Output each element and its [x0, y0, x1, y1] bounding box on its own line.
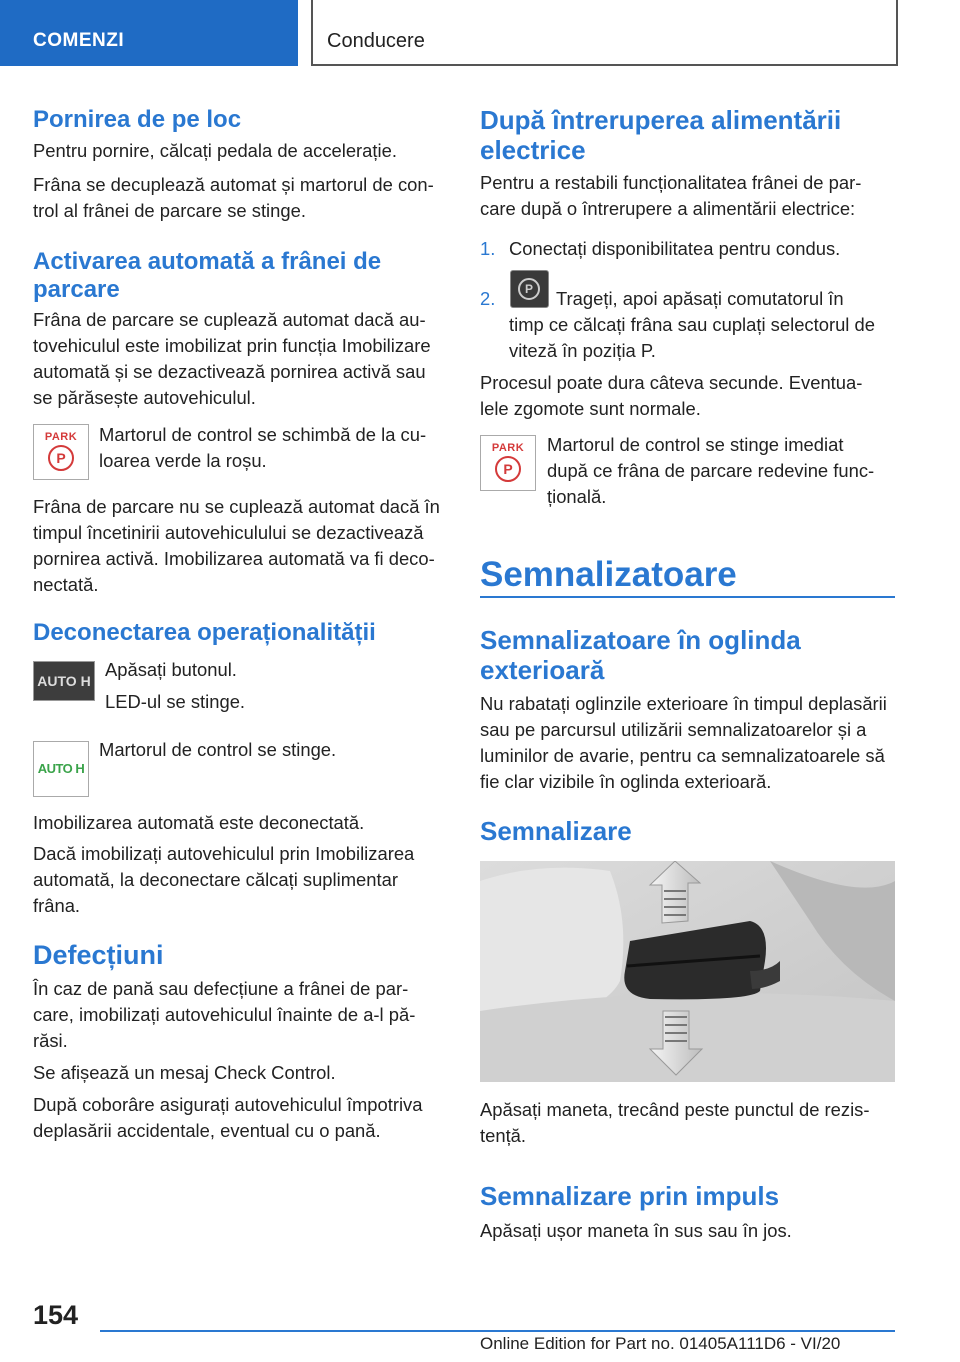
- heading-deconectarea: Deconectarea operaționalității: [33, 619, 376, 646]
- deconectarea-btn-text: Apăsați butonul.: [105, 659, 237, 680]
- dupa-p2b: lele zgomote sunt normale.: [480, 398, 701, 419]
- dupa-p1a: Pentru a restabili funcționalitatea frânei de par‐: [480, 172, 862, 193]
- turn-signal-lever-illustration: [480, 861, 895, 1082]
- activarea-p1a: Frâna de parcare se cuplează automat dacă au‐: [33, 309, 426, 330]
- heading-impuls: Semnalizare prin impuls: [480, 1181, 780, 1211]
- oglinda-p1a: Nu rabatați oglinzile exterioare în timpul deplasării: [480, 693, 887, 714]
- activarea-p2b: timpul încetinirii autovehiculului se dezactivează: [33, 522, 424, 543]
- heading-oglinda-b: exterioară: [480, 655, 605, 685]
- semnalizare-p1b: tență.: [480, 1125, 527, 1146]
- heading-dupa-b: electrice: [480, 135, 586, 165]
- step2-number: 2.: [480, 288, 496, 309]
- oglinda-p1b: sau pe parcursul utilizării semnalizatoarelor și a: [480, 719, 867, 740]
- activarea-p1b: tovehiculul este imobilizat prin funcția Imobilizare: [33, 335, 431, 356]
- defectiuni-p1b: care, imobilizați autovehiculul înainte de a-l pă‐: [33, 1004, 416, 1025]
- footer-rule: [100, 1330, 895, 1332]
- deconectarea-led-text: LED-ul se stinge.: [105, 691, 246, 712]
- activarea-p2c: pornirea activă. Imobilizarea automată va fi deco‐: [33, 548, 435, 569]
- deconectarea-p2a: Dacă imobilizați autovehiculul prin Imobilizarea: [33, 843, 415, 864]
- oglinda-p1c: luminilor de avarie, pentru ca semnalizatoarele să: [480, 745, 885, 766]
- activarea-icon-text-b: loarea verde la roșu.: [99, 450, 267, 471]
- pornirea-p1: Pentru pornire, călcați pedala de accelerație.: [33, 140, 397, 161]
- parking-brake-switch-icon: [510, 270, 549, 308]
- pornirea-p2a: Frâna se decuplează automat și martorul de con‐: [33, 174, 434, 195]
- impuls-p1: Apăsați ușor maneta în sus sau în jos.: [480, 1220, 792, 1241]
- defectiuni-p1c: răsi.: [33, 1030, 68, 1051]
- autoh-indicator-icon: AUTO H: [33, 741, 89, 797]
- chapter-header: [311, 0, 898, 66]
- step1-number: 1.: [480, 238, 496, 259]
- deconectarea-p2c: frâna.: [33, 895, 81, 916]
- section-label: COMENZI: [33, 30, 125, 51]
- chapter-label: Conducere: [327, 30, 425, 52]
- defectiuni-p3a: După coborâre asigurați autovehiculul împotriva: [33, 1094, 423, 1115]
- heading-activarea-a: Activarea automată a frânei de: [33, 248, 382, 275]
- dupa-p2a: Procesul poate dura câteva secunde. Eventua‐: [480, 372, 863, 393]
- step2-text-b: timp ce călcați frâna sau cuplați selectorul de: [509, 314, 875, 335]
- deconectarea-martor-text: Martorul de control se stinge.: [99, 739, 337, 760]
- heading-pornirea: Pornirea de pe loc: [33, 106, 242, 133]
- park-label-2: PARK: [491, 442, 525, 454]
- semnalizare-p1a: Apăsați maneta, trecând peste punctul de rezis‐: [480, 1099, 870, 1120]
- heading-semnalizatoare: Semnalizatoare: [480, 555, 737, 594]
- activarea-icon-text-a: Martorul de control se schimbă de la cu‐: [99, 424, 427, 445]
- heading-dupa-a: După întreruperea alimentării: [480, 105, 842, 135]
- step2-text-a: Trageți, apoi apăsați comutatorul în: [556, 288, 844, 309]
- step2-text-c: viteză în poziția P.: [509, 340, 656, 361]
- park-symbol: P: [48, 445, 74, 471]
- heading-oglinda-a: Semnalizatoare în oglinda: [480, 625, 801, 655]
- parking-brake-symbol: P: [518, 278, 540, 300]
- park-red-icon-2: [480, 435, 536, 491]
- activarea-p2d: nectată.: [33, 574, 99, 595]
- defectiuni-p2: Se afișează un mesaj Check Control.: [33, 1062, 336, 1083]
- dupa-icon-text-a: Martorul de control se stinge imediat: [547, 434, 844, 455]
- deconectarea-p2b: automată, la deconectare călcați suplimentar: [33, 869, 398, 890]
- heading-semnalizare: Semnalizare: [480, 816, 632, 846]
- park-symbol-2: P: [495, 456, 521, 482]
- section-tab: [0, 0, 298, 66]
- park-red-icon: [33, 424, 89, 480]
- pornirea-p2b: trol al frânei de parcare se stinge.: [33, 200, 306, 221]
- section-rule: [480, 596, 895, 598]
- activarea-p1c: automată și se dezactivează pornirea activă sau: [33, 361, 426, 382]
- activarea-p2a: Frâna de parcare nu se cuplează automat dacă în: [33, 496, 440, 517]
- step1-text: Conectați disponibilitatea pentru condus.: [509, 238, 841, 259]
- park-label: PARK: [44, 431, 78, 443]
- autoh-button-icon: AUTO H: [33, 661, 95, 701]
- defectiuni-p1a: În caz de pană sau defecțiune a frânei de par‐: [33, 978, 409, 999]
- heading-defectiuni: Defecțiuni: [33, 940, 164, 970]
- activarea-p1d: se părăsește autovehiculul.: [33, 387, 256, 408]
- defectiuni-p3b: deplasării accidentale, eventual cu o pană.: [33, 1120, 381, 1141]
- oglinda-p1d: fie clar vizibile în oglinda exterioară.: [480, 771, 772, 792]
- page-number: 154: [33, 1300, 79, 1330]
- heading-activarea-b: parcare: [33, 276, 120, 303]
- footer-edition: Online Edition for Part no. 01405A111D6 - VI/20: [480, 1334, 841, 1353]
- dupa-p1b: care după o întrerupere a alimentării electrice:: [480, 198, 856, 219]
- dupa-icon-text-b: după ce frâna de parcare redevine func‐: [547, 460, 875, 481]
- dupa-icon-text-c: țională.: [547, 486, 607, 507]
- deconectarea-p1: Imobilizarea automată este deconectată.: [33, 812, 365, 833]
